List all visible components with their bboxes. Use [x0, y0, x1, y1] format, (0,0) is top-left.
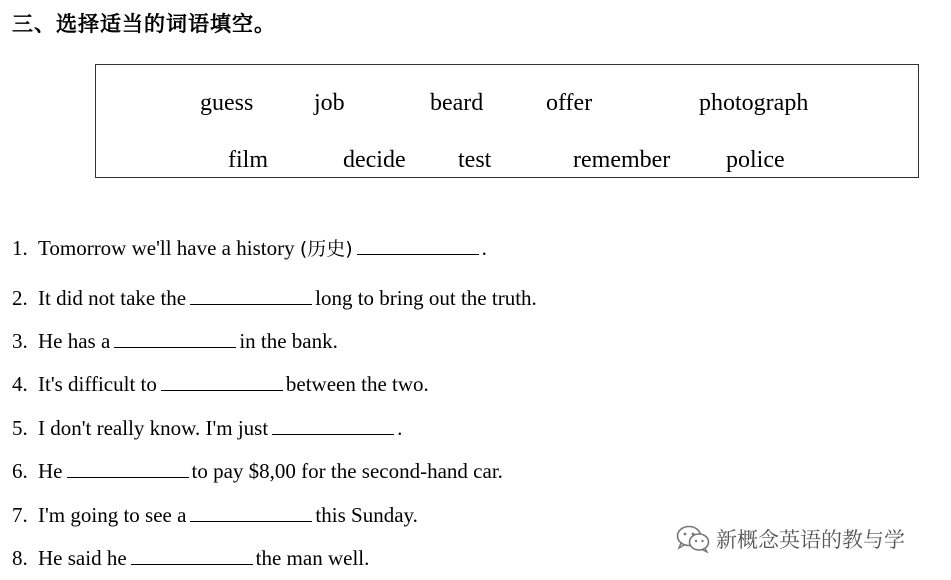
- question-note: (历史): [299, 238, 353, 260]
- question-item: [12, 418, 402, 439]
- question-text-after: .: [481, 236, 487, 260]
- question-number: 7.: [12, 503, 28, 527]
- question-text-after: the man well.: [255, 546, 370, 570]
- question-number: 3.: [12, 329, 28, 353]
- answer-blank[interactable]: [67, 463, 189, 478]
- question-number: 2.: [12, 286, 28, 310]
- answer-blank[interactable]: [131, 550, 253, 565]
- word-bank-item: job: [314, 90, 345, 116]
- question-text-after: this Sunday.: [315, 503, 418, 527]
- question-number: 6.: [12, 459, 28, 483]
- word-bank-item: beard: [430, 90, 484, 116]
- question-text-before: I don't really know. I'm just: [38, 416, 269, 440]
- word-bank-item: remember: [573, 147, 671, 173]
- question-text-before: He: [38, 459, 63, 483]
- word-bank-item: photograph: [699, 90, 809, 116]
- word-bank-box: [95, 64, 919, 178]
- watermark: [676, 524, 905, 554]
- question-text-before: I'm going to see a: [38, 503, 187, 527]
- question-text-after: to pay $8,00 for the second-hand car.: [191, 459, 503, 483]
- answer-blank[interactable]: [357, 240, 479, 255]
- question-number: 8.: [12, 546, 28, 570]
- question-number: 5.: [12, 416, 28, 440]
- question-text-before: Tomorrow we'll have a history: [38, 236, 300, 260]
- question-text-before: He has a: [38, 329, 111, 353]
- answer-blank[interactable]: [161, 376, 283, 391]
- word-bank-item: test: [458, 147, 492, 173]
- question-item: [12, 374, 429, 395]
- wechat-icon: [676, 525, 710, 553]
- answer-blank[interactable]: [190, 290, 312, 305]
- question-text-before: He said he: [38, 546, 127, 570]
- question-item: [12, 331, 338, 352]
- question-text-after: .: [397, 416, 403, 440]
- watermark-text: 新概念英语的教与学: [716, 528, 905, 552]
- section-heading: 三、选择适当的词语填空。: [12, 12, 276, 36]
- question-number: 1.: [12, 236, 28, 260]
- question-item: [12, 461, 503, 482]
- question-text-after: long to bring out the truth.: [315, 286, 537, 310]
- question-text-after: in the bank.: [239, 329, 338, 353]
- question-item: [12, 238, 487, 259]
- answer-blank[interactable]: [272, 420, 394, 435]
- question-text-before: It did not take the: [38, 286, 187, 310]
- question-text-after: between the two.: [285, 372, 429, 396]
- question-item: [12, 288, 537, 309]
- word-bank-item: guess: [200, 90, 254, 116]
- answer-blank[interactable]: [114, 333, 236, 348]
- word-bank-item: decide: [343, 147, 406, 173]
- question-text-before: It's difficult to: [38, 372, 157, 396]
- word-bank-item: film: [228, 147, 268, 173]
- question-item: [12, 548, 369, 569]
- word-bank-item: offer: [546, 90, 593, 116]
- word-bank-item: police: [726, 147, 785, 173]
- question-number: 4.: [12, 372, 28, 396]
- question-item: [12, 505, 418, 526]
- answer-blank[interactable]: [190, 507, 312, 522]
